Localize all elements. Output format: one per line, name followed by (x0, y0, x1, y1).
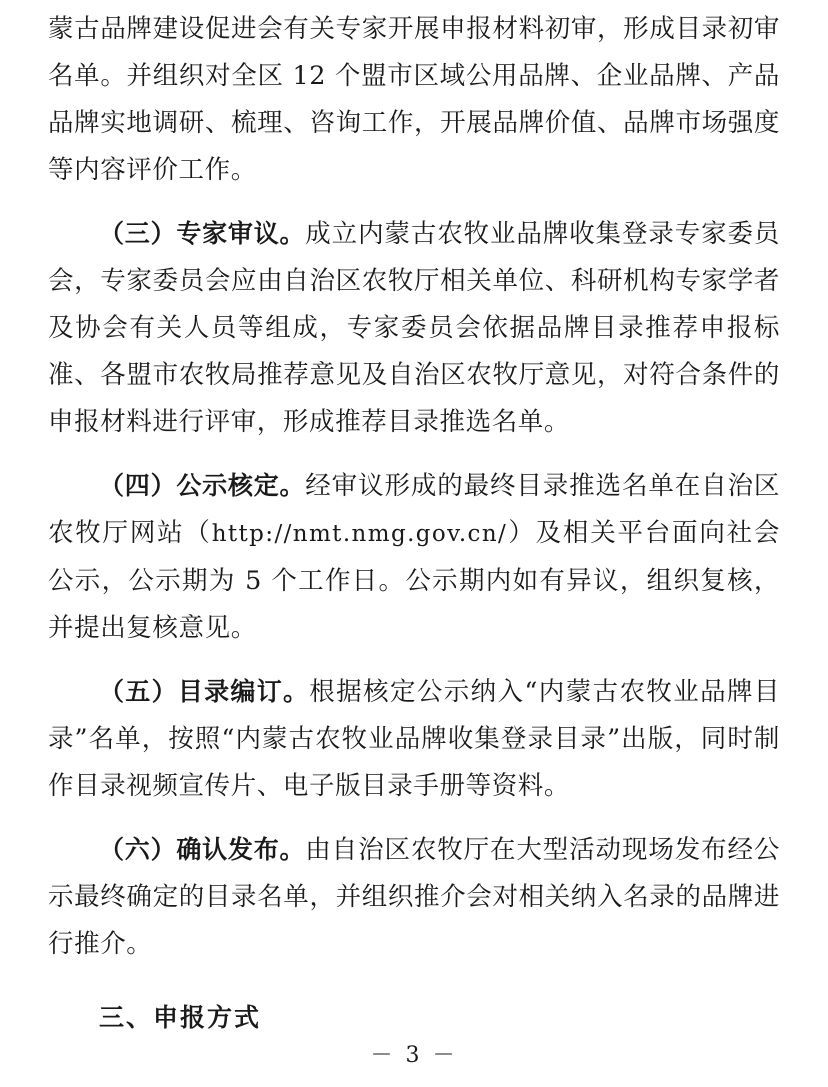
paragraph-text: 成立内蒙古农牧业品牌收集登录专家委员会，专家委员会应由自治区农牧厅相关单位、科研机构专家学者及协会有关人员等组成，专家委员会依据品牌目录推荐申报标准、各盟市农牧局推荐意见及自治区农牧厅意见，对符合条件的申报材料进行评审，形成推荐目录推选名单。 (48, 219, 780, 437)
paragraph-text-after-url: ）及相关平台面向社会公示，公示期为 5 个工作日。公示期内如有异议，组织复核，并提出复核意见。 (48, 518, 780, 643)
paragraph-text: 由自治区农牧厅在大型活动现场发布经公示最终确定的目录名单，并组织推介会对相关纳入名录的品牌进行推介。 (48, 835, 780, 959)
website-url: http://nmt.nmg.gov.cn/ (211, 521, 508, 547)
paragraph-text: 根据核定公示纳入“内蒙古农牧业品牌目录”名单，按照“内蒙古农牧业品牌收集登录目录”出版，同时制作目录视频宣传片、电子版目录手册等资料。 (48, 677, 780, 801)
paragraph-item-five (48, 668, 780, 810)
paragraph-text: 蒙古品牌建设促进会有关专家开展申报材料初审，形成目录初审名单。并组织对全区 12 个盟市区域公用品牌、企业品牌、产品品牌实地调研、梳理、咨询工作，开展品牌价值、品牌市场强度等内容评价工作。 (48, 14, 780, 185)
paragraph-lead-label: （三）专家审议。 (99, 219, 306, 248)
paragraph-item-three (48, 210, 780, 446)
paragraph-continued (48, 6, 780, 194)
paragraph-text-before-url: 经审议形成的最终目录推选名单在自治区农牧厅网站（ (48, 471, 780, 548)
paragraph-item-four (48, 462, 780, 652)
document-body (48, 6, 780, 1041)
page-number: － 3 － (370, 1043, 458, 1068)
section-heading: 三、申报方式 (99, 1003, 262, 1032)
paragraph-lead-label: （四）公示核定。 (99, 471, 306, 500)
paragraph-lead-label: （五）目录编订。 (99, 677, 310, 706)
paragraph-item-six (48, 826, 780, 968)
paragraph-lead-label: （六）确认发布。 (99, 835, 306, 864)
